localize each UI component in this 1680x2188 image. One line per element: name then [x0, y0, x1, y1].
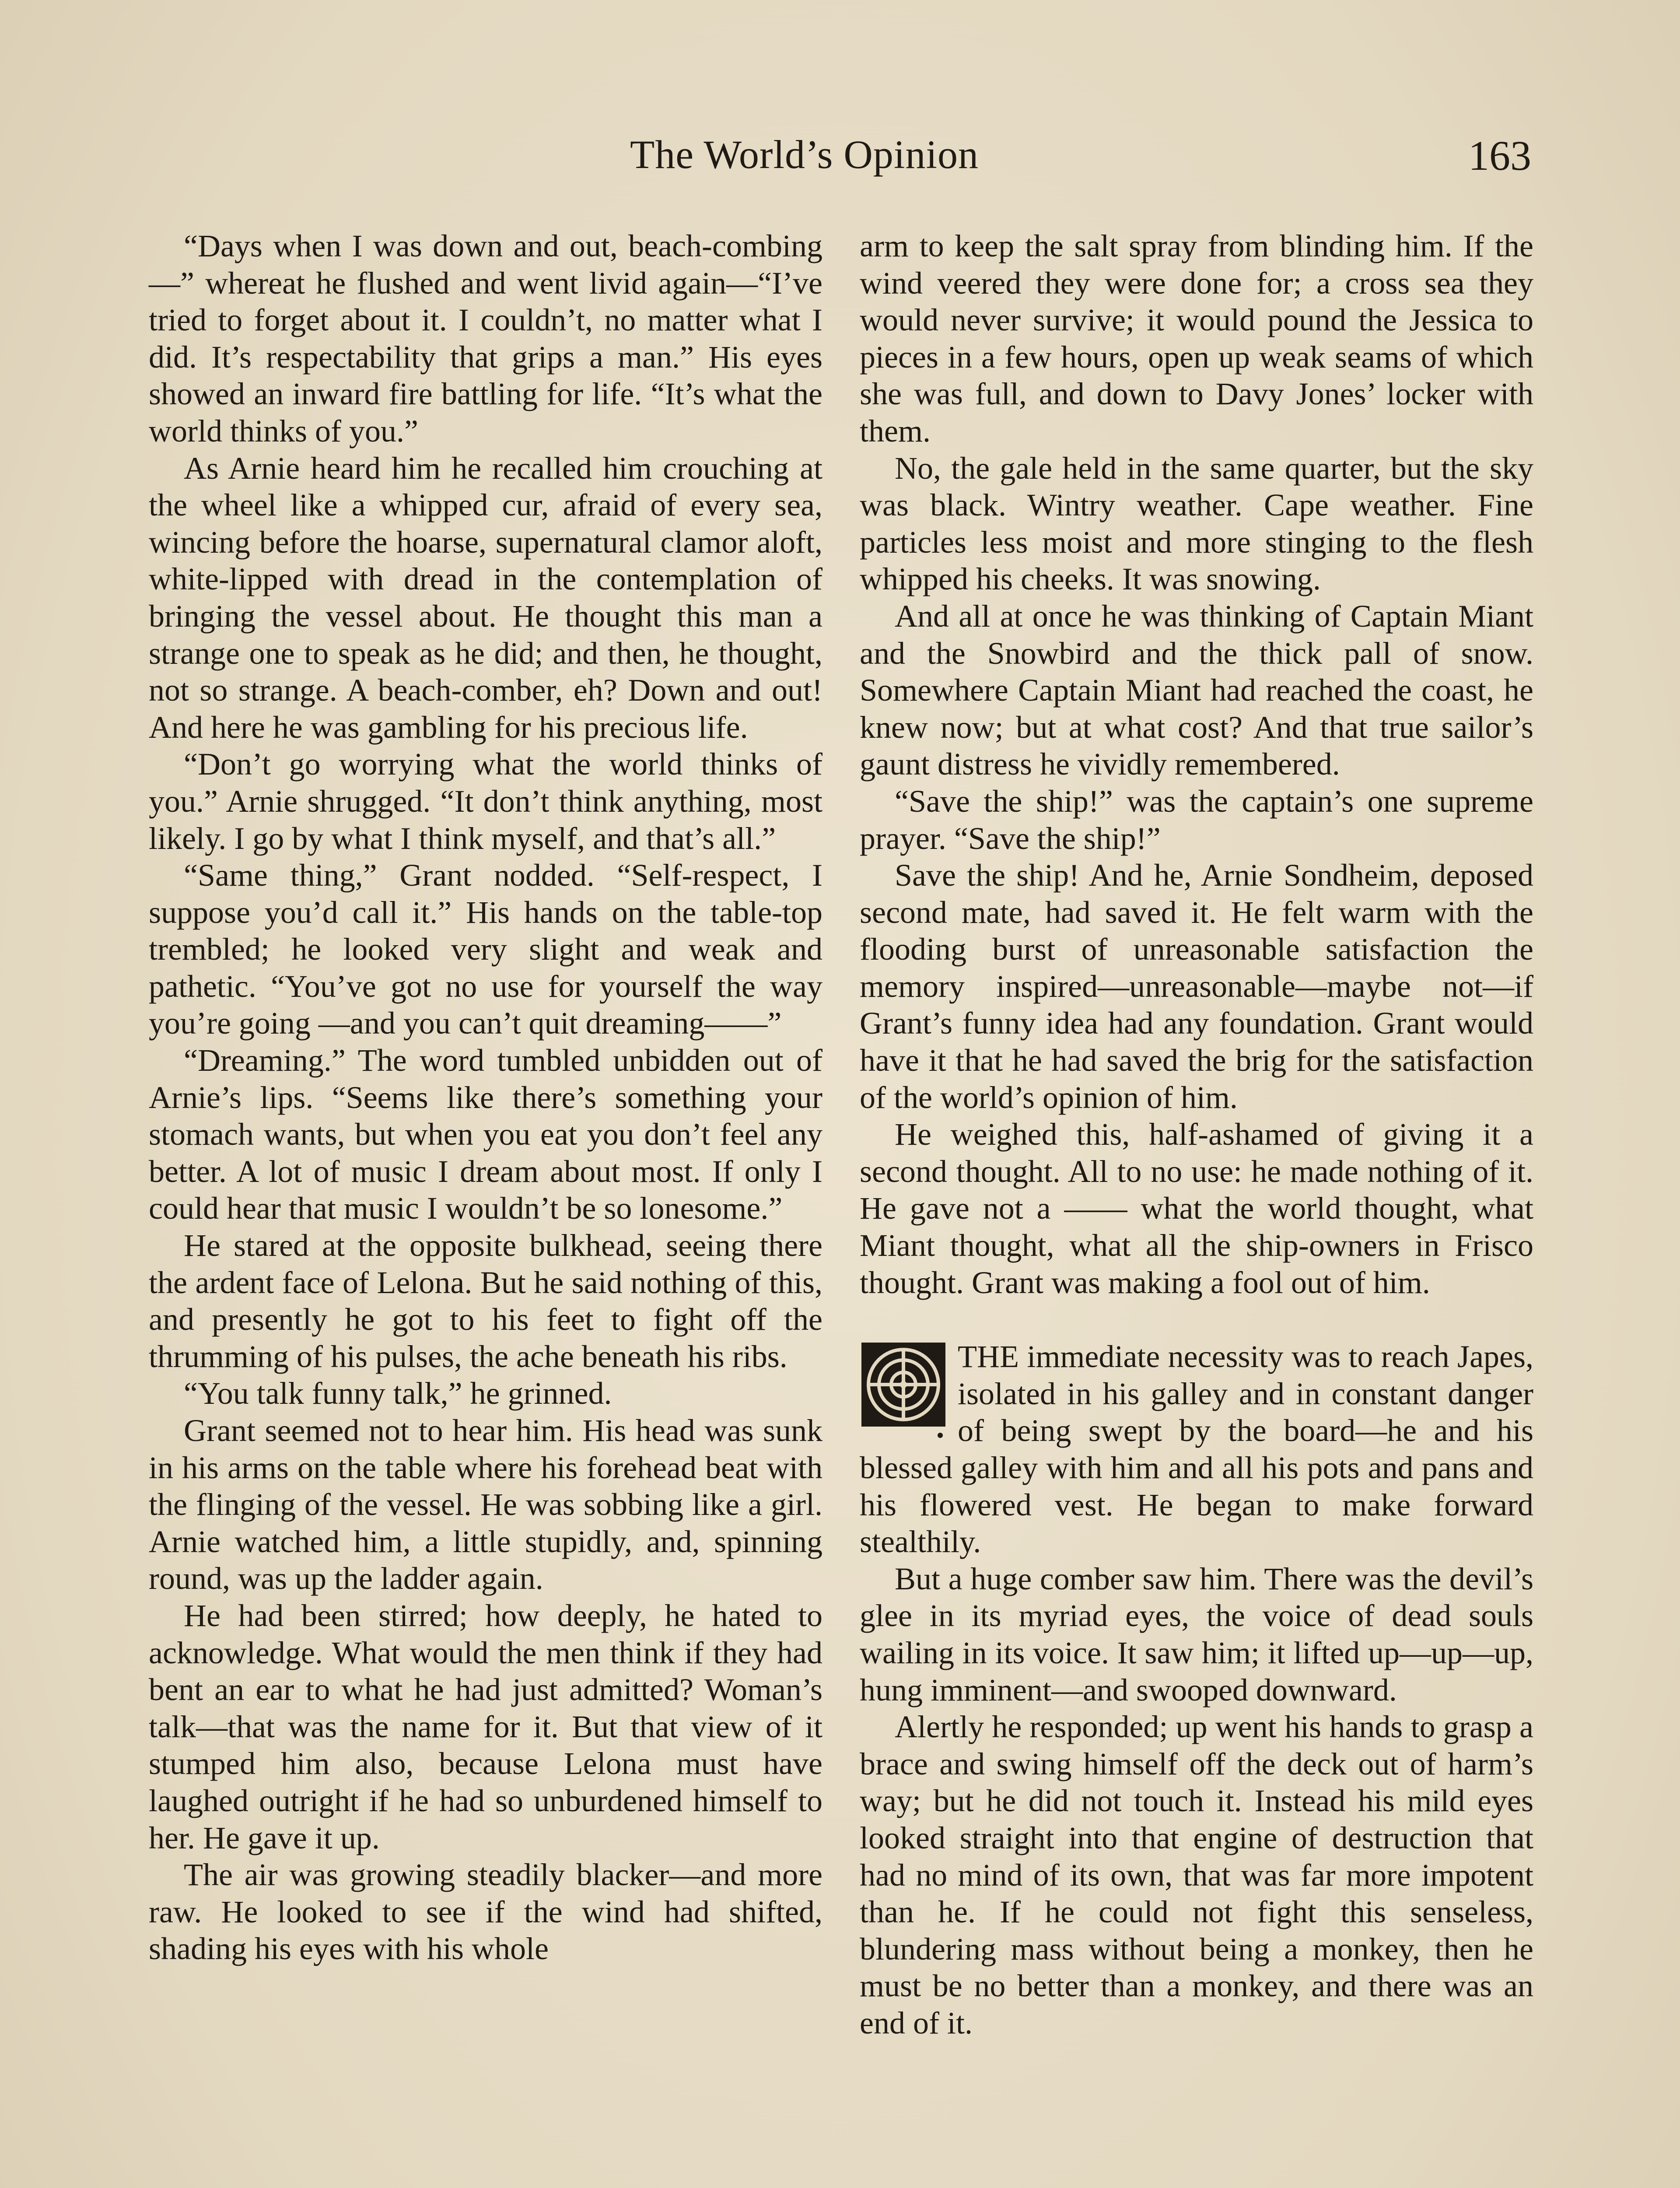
- left-column: [149, 228, 822, 1967]
- running-title: The World’s Opinion: [630, 132, 979, 177]
- paragraph: And all at once he was thinking of Captain Miant and the Snowbird and the thick pall of snow. Somewhere Captain Miant had reached the coast, he knew now; but at what cost? And that true sailor’s gaunt distress he vividly remembered.: [860, 598, 1533, 782]
- section-start: [860, 1338, 1533, 1560]
- paragraph: “Save the ship!” was the captain’s one supreme prayer. “Save the ship!”: [860, 783, 1533, 856]
- ornamental-initial-icon: [860, 1341, 947, 1441]
- right-column: [860, 228, 1533, 2042]
- paragraph: Save the ship! And he, Arnie Sondheim, deposed second mate, had saved it. He felt warm with the flooding burst of unreasonable satisfaction the memory inspired—unreasonable—maybe not—if Grant’s funny idea had any foundation. Grant would have it that he had saved the brig for the satisfaction of the world’s opinion of him.: [860, 858, 1533, 1115]
- paragraph: “You talk funny talk,” he grinned.: [184, 1376, 612, 1411]
- continued-paragraph: arm to keep the salt spray from blinding him. If the wind veered they were done for; a cross sea they would never survive; it would pound the Jessica to pieces in a few hours, open up weak seams of which she was full, and down to Davy Jones’ locker with them.: [860, 228, 1533, 449]
- paragraph: No, the gale held in the same quarter, but the sky was black. Wintry weather. Cape weather. Fine particles less moist and more stinging to the flesh whipped his cheeks. It was snowing.: [860, 450, 1533, 597]
- page-number: 163: [1468, 132, 1531, 179]
- paragraph: “Days when I was down and out, beach-combing—” whereat he flushed and went livid again—“I’ve tried to forget about it. I couldn’t, no matter what I did. It’s respectability that grips a man.” His eyes showed an inward fire battling for life. “It’s what the world thinks of you.”: [149, 228, 822, 449]
- paragraph: But a huge comber saw him. There was the devil’s glee in its myriad eyes, the voice of dead souls wailing in its voice. It saw him; it lifted up—up—up, hung imminent—and swooped downward.: [860, 1561, 1533, 1708]
- paragraph: As Arnie heard him he recalled him crouching at the wheel like a whipped cur, afraid of every sea, wincing before the hoarse, supernatural clamor aloft, white-lipped with dread in the contemplation of bringing the vessel about. He thought this man a strange one to speak as he did; and then, he thought, not so strange. A beach-comber, eh? Down and out! And here he was gambling for his precious life.: [149, 450, 822, 745]
- running-head: [0, 131, 1680, 193]
- paragraph: He stared at the opposite bulkhead, seeing there the ardent face of Lelona. But he said nothing of this, and presently he got to his feet to fight off the thrumming of his pulses, the ache beneath his ribs.: [149, 1228, 822, 1374]
- paragraph: He weighed this, half-ashamed of giving it a second thought. All to no use: he made nothing of it. He gave not a —— what the world thought, what Miant thought, what all the ship-owners in Frisco thought. Grant was making a fool out of him.: [860, 1117, 1533, 1300]
- paragraph: The air was growing steadily blacker—and more raw. He looked to see if the wind had shifted, shading his eyes with his whole: [149, 1857, 822, 1967]
- paragraph: Grant seemed not to hear him. His head was sunk in his arms on the table where his forehead beat with the flinging of the vessel. He was sobbing like a girl. Arnie watched him, a little stupidly, and, spinning round, was up the ladder again.: [149, 1413, 822, 1596]
- paragraph: He had been stirred; how deeply, he hated to acknowledge. What would the men think if they had bent an ear to what he had just admitted? Woman’s talk—that was the name for it. But that view of it stumped him also, because Lelona must have laughed outright if he had so unburdened himself to her. He gave it up.: [149, 1598, 822, 1855]
- paragraph: THE immediate necessity was to reach Japes, isolated in his galley and in constant danger of being swept by the board—he and his blessed galley with him and all his pots and pans and his flowered vest. He began to make forward stealthily.: [860, 1339, 1533, 1560]
- paragraph: Alertly he responded; up went his hands to grasp a brace and swing himself off the deck out of harm’s way; but he did not touch it. Instead his mild eyes looked straight into that engine of destruction that had no mind of its own, that was far more impotent than he. If he could not fight this senseless, blundering mass without being a monkey, then he must be no better than a monkey, and there was an end of it.: [860, 1709, 1533, 2041]
- paragraph: “Same thing,” Grant nodded. “Self-respect, I suppose you’d call it.” His hands on the table-top trembled; he looked very slight and weak and pathetic. “You’ve got no use for yourself the way you’re going —and you can’t quit dreaming——”: [149, 858, 822, 1041]
- paragraph: “Don’t go worrying what the world thinks of you.” Arnie shrugged. “It don’t think anything, most likely. I go by what I think myself, and that’s all.”: [149, 747, 822, 856]
- paragraph: “Dreaming.” The word tumbled unbidden out of Arnie’s lips. “Seems like there’s something your stomach wants, but when you eat you don’t feel any better. A lot of music I dream about most. If only I could hear that music I wouldn’t be so lonesome.”: [149, 1043, 822, 1226]
